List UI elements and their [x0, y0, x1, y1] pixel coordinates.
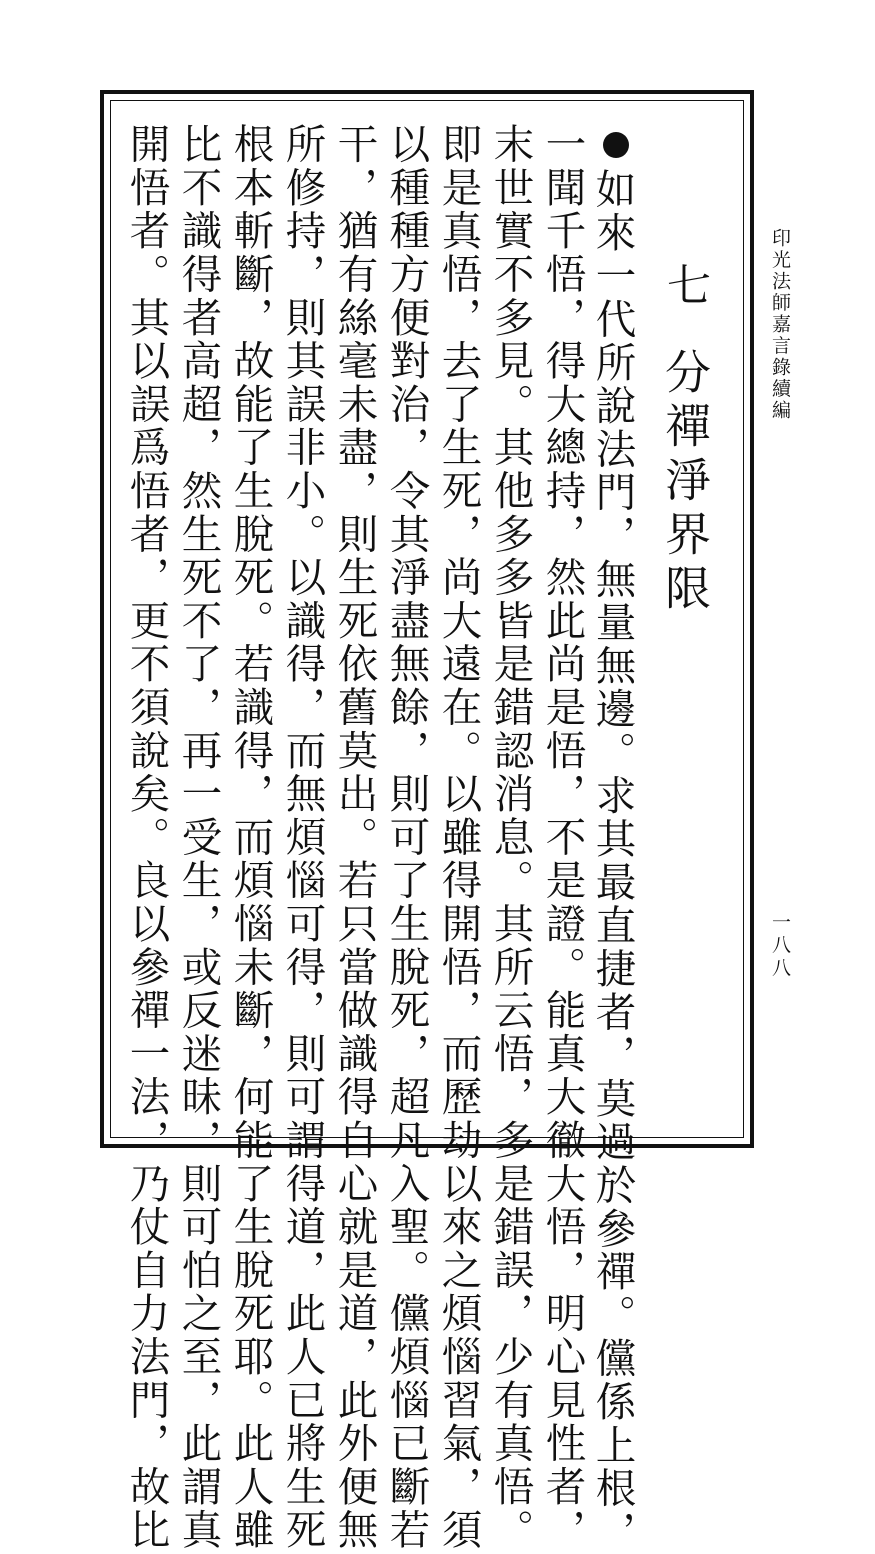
- text-column-5: 以種種方便對治，令其淨盡無餘，則可了生脫死，超凡入聖。儻煩惱已斷若: [382, 123, 431, 1552]
- running-head: 印光法師嘉言錄續編: [769, 228, 791, 422]
- text-column-1: [588, 132, 637, 1554]
- chapter-title: 分禪淨界限: [658, 348, 712, 618]
- text-column-10: 開悟者。其以誤爲悟者，更不須說矣。良以參禪一法，乃仗自力法門，故比: [122, 123, 171, 1552]
- text-column-1-content: 如來一代所說法門，無量無邊。求其最直捷者，莫過於參禪。儻係上根，: [588, 168, 637, 1554]
- text-column-9: 比不識得者高超，然生死不了，再一受生，或反迷昧，則可怕之至，此謂真: [174, 123, 223, 1552]
- text-column-3: 末世實不多見。其他多多皆是錯認消息。其所云悟，多是錯誤，少有真悟。: [486, 123, 535, 1552]
- text-column-4: 即是真悟，去了生死，尚大遠在。以雖得開悟，而歷劫以來之煩惱習氣，須: [434, 123, 483, 1552]
- text-column-2: 一聞千悟，得大總持，然此尚是悟，不是證。能真大徹大悟，明心見性者，: [538, 123, 587, 1552]
- text-column-6: 干，猶有絲毫未盡，則生死依舊莫出。若只當做識得自心就是道，此外便無: [330, 123, 379, 1552]
- bullet-icon: [603, 132, 629, 158]
- text-column-7: 所修持，則其誤非小。以識得，而無煩惱可得，則可謂得道，此人已將生死: [278, 123, 327, 1552]
- page-number: 一八八: [769, 912, 791, 981]
- chapter-number: 七: [659, 262, 710, 306]
- text-column-8: 根本斬斷，故能了生脫死。若識得，而煩惱未斷，何能了生脫死耶。此人雖: [226, 123, 275, 1552]
